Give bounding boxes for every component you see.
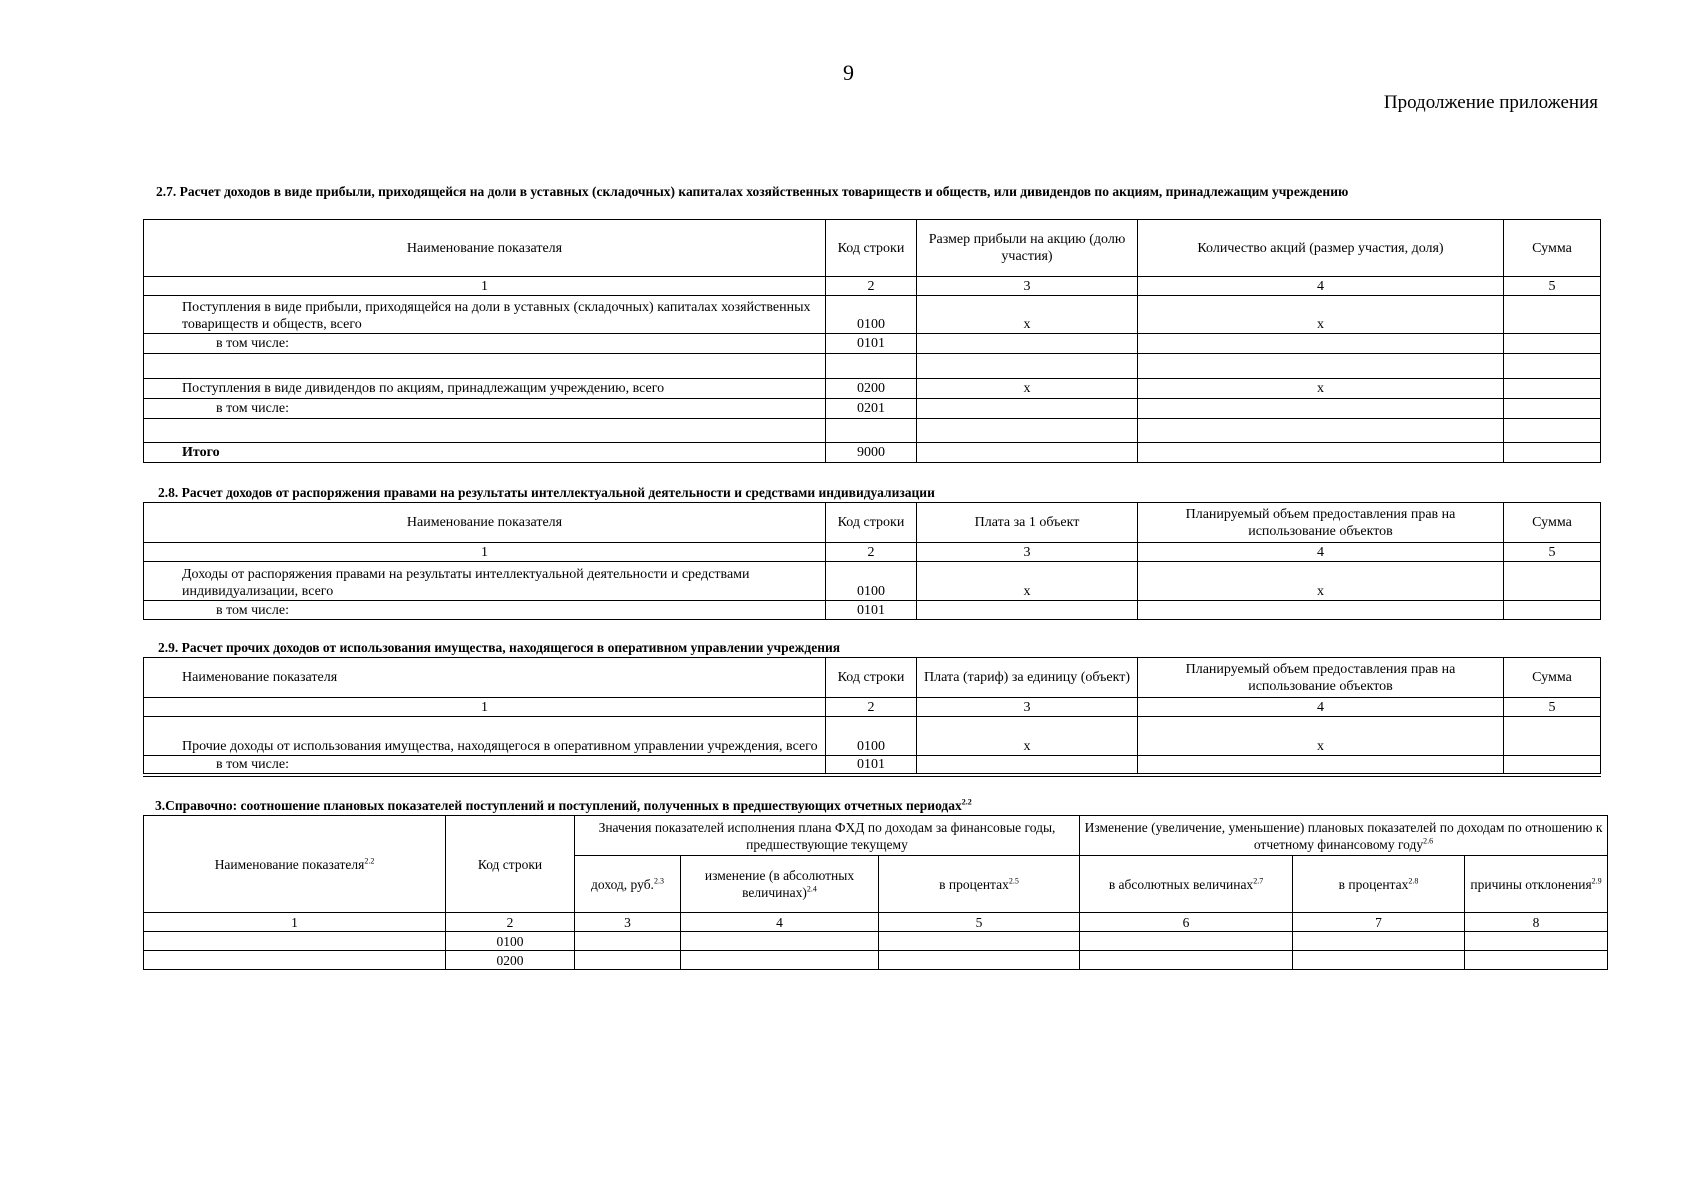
header-name: Наименование показателя [144,503,826,543]
header-code: Код строки [446,816,575,913]
row-name: Поступления в виде прибыли, приходящейся на доли в уставных (складочных) капиталах хозяйственных товариществ и обществ, всего [144,296,826,334]
row-name: Доходы от распоряжения правами на результаты интеллектуальной деятельности и средствами индивидуализации, всего [144,562,826,601]
cell-x: х [1138,717,1504,756]
cell-sum [1504,334,1601,354]
cell-sum [1504,717,1601,756]
row-name: Прочие доходы от использования имущества, находящегося в оперативном управлении учреждения, всего [144,717,826,756]
row-name: в том числе: [144,756,826,776]
row-code: 0200 [826,379,917,399]
cell-x: х [1138,562,1504,601]
cell [575,932,681,951]
cell [1138,334,1504,354]
colnum: 5 [879,913,1080,932]
header-tariff: Плата (тариф) за единицу (объект) [917,658,1138,698]
cell-sum [1504,601,1601,620]
row-code: 0100 [826,562,917,601]
header-code: Код строки [826,220,917,277]
row-name: Поступления в виде дивидендов по акциям, принадлежащим учреждению, всего [144,379,826,399]
colnum: 5 [1504,543,1601,562]
cell-x: х [917,296,1138,334]
header-sum: Сумма [1504,503,1601,543]
section-3-title-text: 3.Справочно: соотношение плановых показателей поступлений и поступлений, полученных в предшествующих отчетных периодах [155,798,962,813]
cell-x: х [917,379,1138,399]
cell-sum [1504,443,1601,463]
row-code: 0100 [826,296,917,334]
cell-sum [1504,399,1601,419]
table-row [144,717,1601,756]
colnum: 3 [917,277,1138,296]
colnum: 3 [917,543,1138,562]
table-row [144,399,1601,419]
colnum: 8 [1465,913,1608,932]
row-code: 0200 [446,951,575,970]
row-name [144,419,826,443]
row-code: 0100 [446,932,575,951]
header-percent: в процентах$^{2.5}$ [879,856,1080,913]
table-2-8 [143,502,1601,620]
row-name: в том числе: [144,334,826,354]
row-name [144,354,826,379]
cell-sum [1504,419,1601,443]
appendix-note: Продолжение приложения [1383,92,1598,113]
cell [917,334,1138,354]
cell [1138,354,1504,379]
header-name: Наименование показателя$^{2.2}$ [144,816,446,913]
table-2-9 [143,657,1601,777]
cell [575,951,681,970]
section-3-title [155,798,972,813]
header-code: Код строки [826,658,917,698]
cell [879,951,1080,970]
colnum: 1 [144,698,826,717]
colnum: 1 [144,277,826,296]
cell [1138,443,1504,463]
colnum: 5 [1504,698,1601,717]
cell [1080,951,1293,970]
cell-x: х [917,562,1138,601]
table-row [144,601,1601,620]
colnum: 4 [1138,698,1504,717]
table-2-7 [143,219,1601,463]
row-code: 0101 [826,756,917,776]
colnum: 4 [681,913,879,932]
table-row [144,334,1601,354]
colnum: 2 [826,277,917,296]
colnum: 1 [144,543,826,562]
cell [1080,932,1293,951]
cell [917,443,1138,463]
row-name-total: Итого [144,443,826,463]
table-row [144,379,1601,399]
row-code: 0201 [826,399,917,419]
cell [1465,951,1608,970]
table-row [144,296,1601,334]
table-row [144,419,1601,443]
table-row [144,951,1608,970]
cell-sum [1504,756,1601,776]
cell [681,951,879,970]
header-shares-count: Количество акций (размер участия, доля) [1138,220,1504,277]
row-name: в том числе: [144,399,826,419]
cell [917,354,1138,379]
cell [917,756,1138,776]
header-fee-per-object: Плата за 1 объект [917,503,1138,543]
section-2-9-title: 2.9. Расчет прочих доходов от использования имущества, находящегося в оперативном управлении учреждения [158,640,841,655]
cell-sum [1504,562,1601,601]
colnum: 4 [1138,277,1504,296]
header-name: Наименование показателя [144,658,826,698]
row-code: 0101 [826,334,917,354]
header-reasons: причины отклонения$^{2.9}$ [1465,856,1608,913]
cell [144,932,446,951]
colnum: 2 [826,543,917,562]
cell-sum [1504,296,1601,334]
header-profit-per-share: Размер прибыли на акцию (долю участия) [917,220,1138,277]
header-code: Код строки [826,503,917,543]
header-abs: в абсолютных величинах$^{2.7}$ [1080,856,1293,913]
colnum: 2 [826,698,917,717]
row-code: 0101 [826,601,917,620]
colnum: 7 [1293,913,1465,932]
cell [144,951,446,970]
cell [681,932,879,951]
cell [917,419,1138,443]
header-planned-volume: Планируемый объем предоставления прав на использование объектов [1138,503,1504,543]
page-number: 9 [843,60,854,85]
cell-x: х [917,717,1138,756]
colnum: 6 [1080,913,1293,932]
cell [1293,951,1465,970]
cell [879,932,1080,951]
cell [1138,601,1504,620]
cell [1138,399,1504,419]
table-row [144,562,1601,601]
cell-x: х [1138,379,1504,399]
table-row [144,354,1601,379]
colnum: 2 [446,913,575,932]
row-code [826,419,917,443]
table-row [144,932,1608,951]
row-name: в том числе: [144,601,826,620]
cell [917,399,1138,419]
colnum: 5 [1504,277,1601,296]
header-group-prior-years: Значения показателей исполнения плана ФХД по доходам за финансовые годы, предшествующие текущему [575,816,1080,856]
footnote-ref: 2.2 [961,797,972,807]
header-sum: Сумма [1504,220,1601,277]
colnum: 4 [1138,543,1504,562]
row-code: 9000 [826,443,917,463]
header-planned-volume: Планируемый объем предоставления прав на использование объектов [1138,658,1504,698]
cell [1138,419,1504,443]
cell [1293,932,1465,951]
colnum: 3 [917,698,1138,717]
header-name: Наименование показателя [144,220,826,277]
table-row [144,756,1601,776]
row-code [826,354,917,379]
cell-x: х [1138,296,1504,334]
header-income: доход, руб.$^{2.3}$ [575,856,681,913]
cell-sum [1504,379,1601,399]
cell [1465,932,1608,951]
header-group-change: Изменение (увеличение, уменьшение) плановых показателей по доходам по отношению к отчетному финансовому году$^{2.6}$ [1080,816,1608,856]
cell [917,601,1138,620]
table-3 [143,815,1608,970]
row-code: 0100 [826,717,917,756]
cell-sum [1504,354,1601,379]
colnum: 3 [575,913,681,932]
section-2-8-title: 2.8. Расчет доходов от распоряжения правами на результаты интеллектуальной деятельности и средствами индивидуализации [158,485,935,500]
colnum: 1 [144,913,446,932]
section-2-7-title: 2.7. Расчет доходов в виде прибыли, приходящейся на доли в уставных (складочных) капиталах хозяйственных товариществ и обществ, или дивидендов по акциям, принадлежащим учреждению [156,184,1349,199]
header-percent: в процентах$^{2.8}$ [1293,856,1465,913]
table-row [144,443,1601,463]
cell [1138,756,1504,776]
header-change-abs: изменение (в абсолютных величинах)$^{2.4}$ [681,856,879,913]
header-sum: Сумма [1504,658,1601,698]
